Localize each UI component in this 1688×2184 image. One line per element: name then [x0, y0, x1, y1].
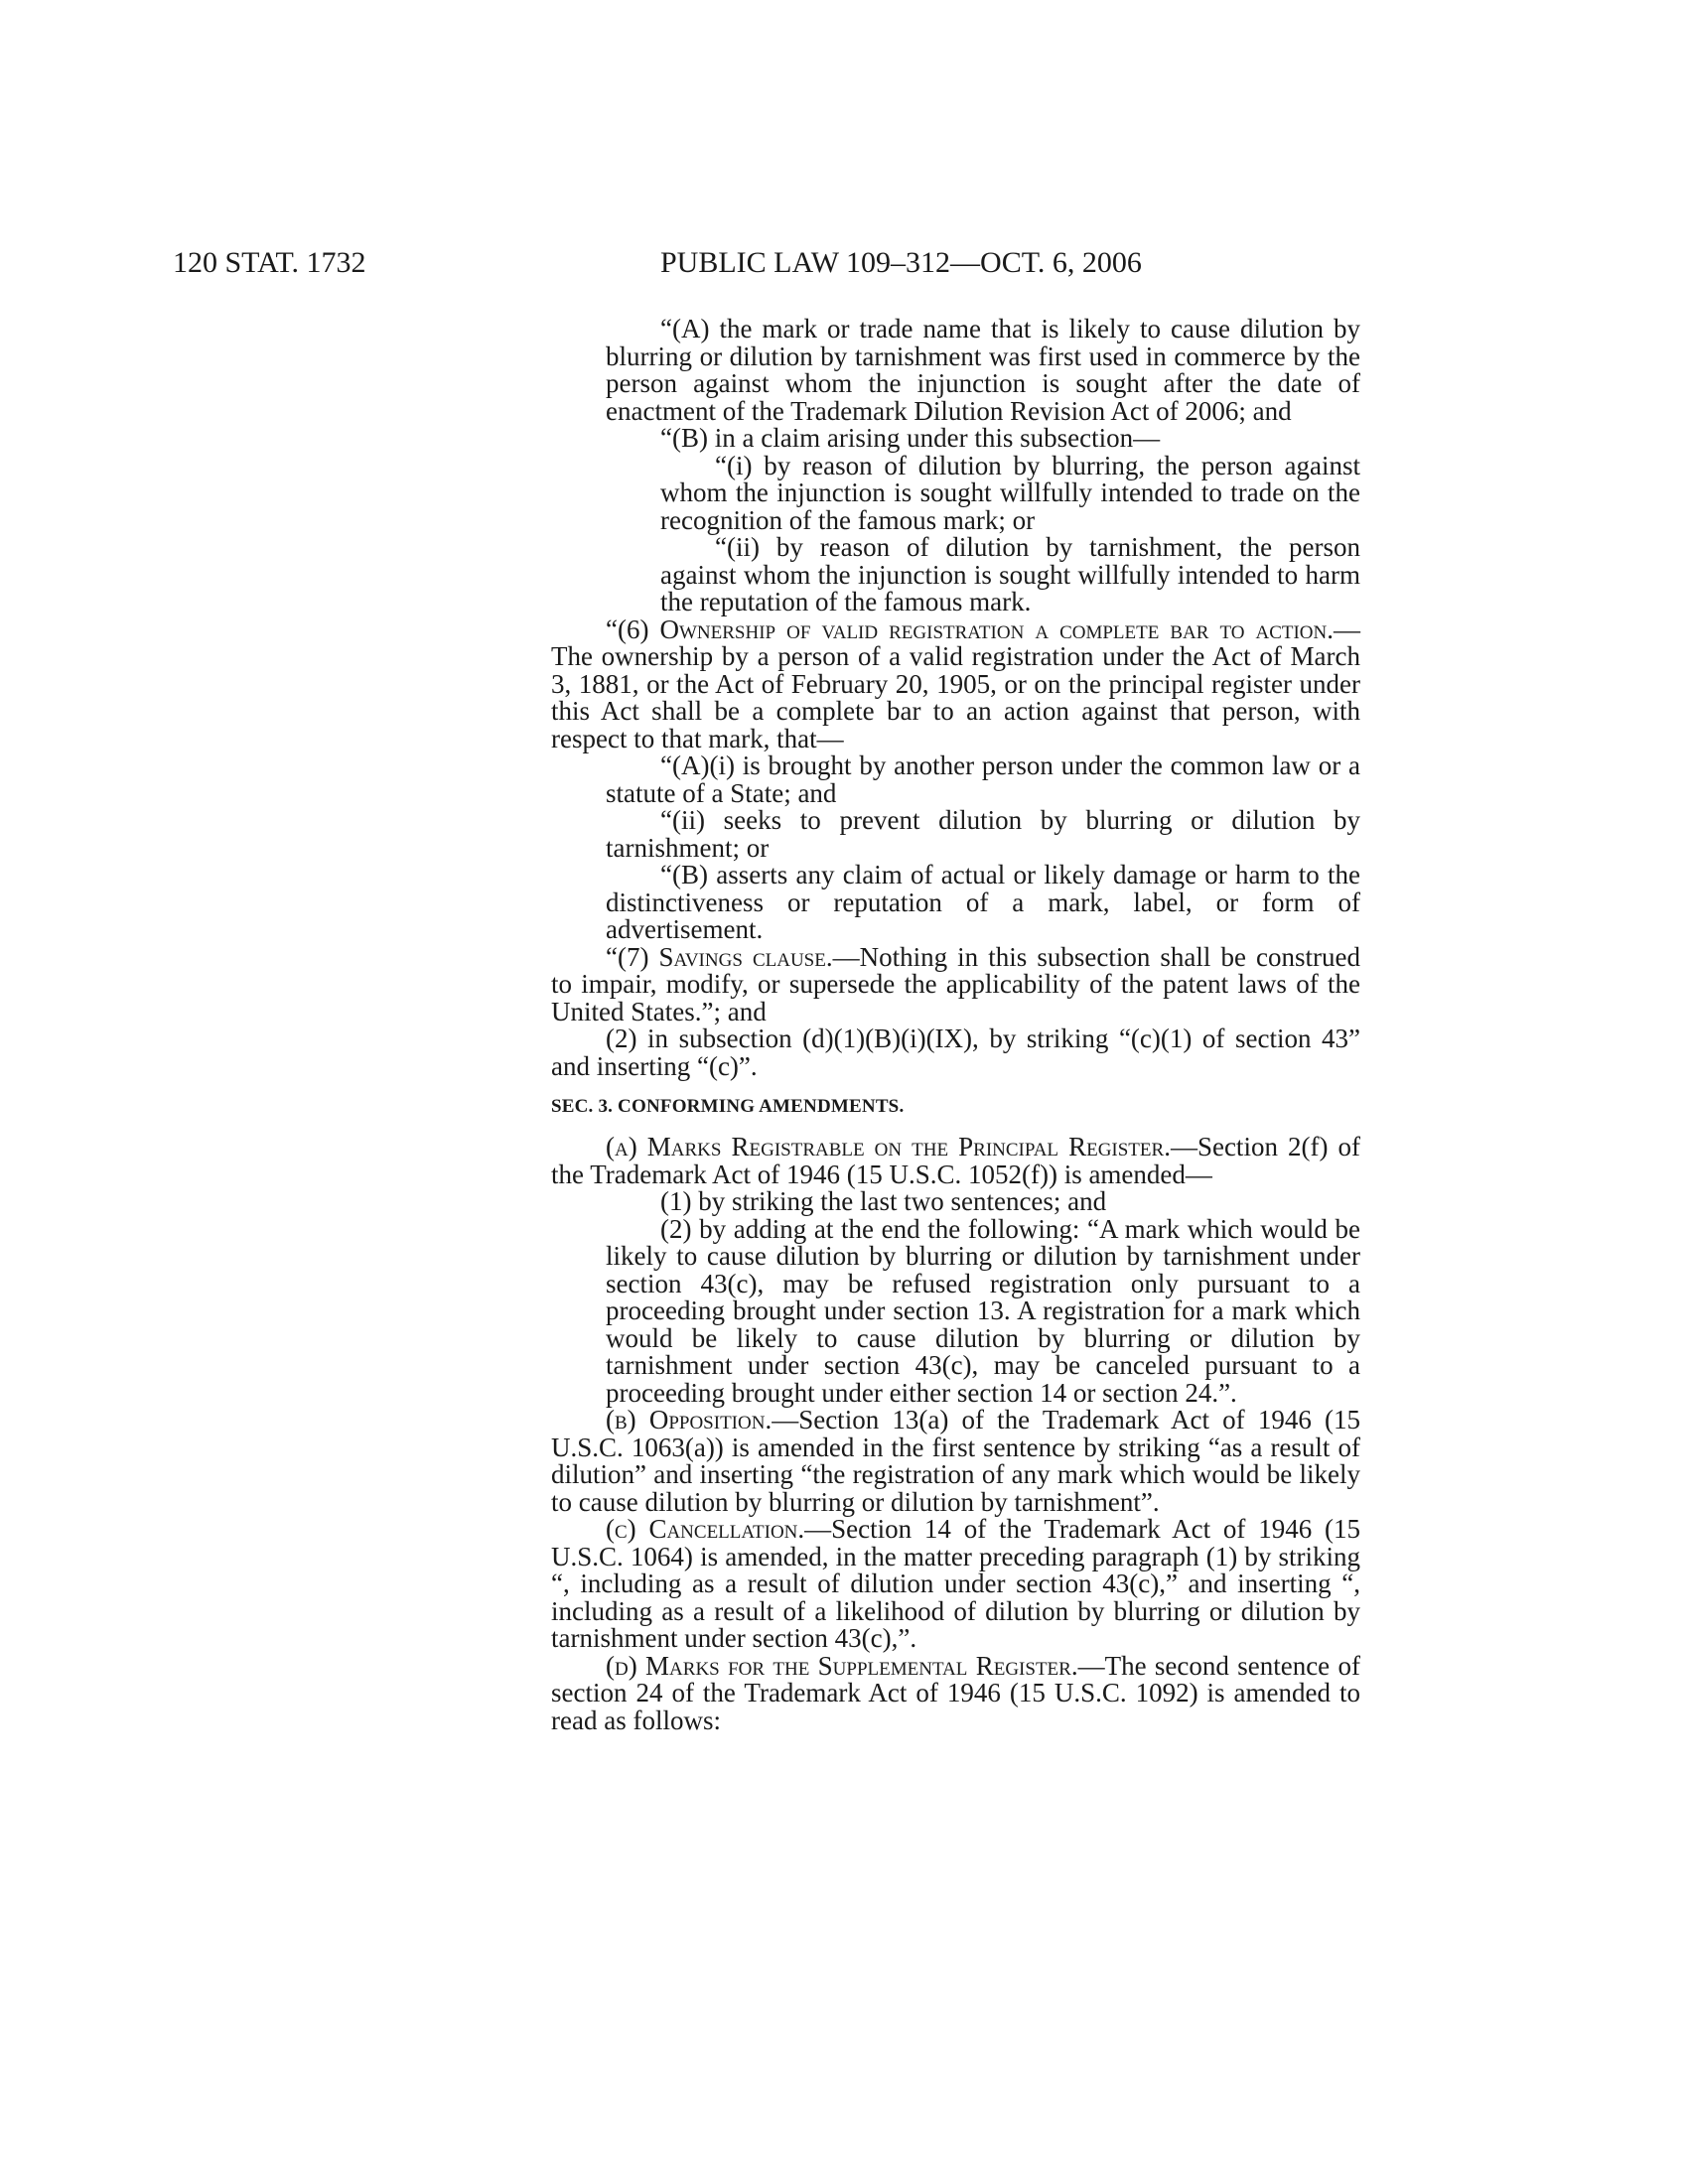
para-6-heading: “(6) Ownership of valid registration a complete bar to action.	[606, 614, 1334, 644]
para-6-A-i: “(A)(i) is brought by another person under the common law or a statute of a State; and	[606, 751, 1360, 808]
document-body	[551, 316, 1360, 1734]
para-a-A: “(A) the mark or trade name that is likely to cause dilution by blurring or dilution by tarnishment was first used in commerce by the person against whom the injunction is sought after the date of enactment of the Trademark Dilution Revision Act of 2006; and	[606, 314, 1360, 426]
para-2-subsection: (2) in subsection (d)(1)(B)(i)(IX), by striking “(c)(1) of section 43” and inserting “(c)”.	[551, 1024, 1360, 1081]
para-6-body: —The ownership by a person of a valid registration under the Act of March 3, 1881, or the Act of February 20, 1905, or on the principal register under this Act shall be a complete bar to an action against that person, with respect to that mark, that—	[551, 614, 1360, 753]
sec3-a-2: (2) by adding at the end the following: “A mark which would be likely to cause dilution by blurring or dilution by tarnishment under section 43(c), may be refused registration only pursuant to a proceeding brought under section 13. A registration for a mark which would be likely to cause dilution by blurring or dilution by tarnishment under section 43(c), may be canceled pursuant to a proceeding brought under either section 14 or section 24.”.	[606, 1213, 1360, 1408]
para-a-B-ii: “(ii) by reason of dilution by tarnishment, the person against whom the injunction is sought willfully intended to harm the reputation of the famous mark.	[660, 532, 1360, 616]
sec3-b-heading: (b) Opposition.	[606, 1405, 773, 1434]
running-header: PUBLIC LAW 109–312—OCT. 6, 2006	[660, 246, 1142, 279]
para-a-B: “(B) in a claim arising under this subsection—	[660, 423, 1161, 453]
sec3-d	[551, 1650, 1360, 1735]
sec3-c	[551, 1516, 1360, 1653]
page-stat-number: 120 STAT. 1732	[173, 246, 366, 279]
sec3-c-body: —Section 14 of the Trademark Act of 1946 (15 U.S.C. 1064) is amended, in the matter preceding paragraph (1) by striking “, including as a result of dilution under section 43(c),” and inserting “, including as a result of a likelihood of dilution by blurring or dilution by tarnishment under section 43(c),”.	[551, 1514, 1360, 1653]
para-6	[551, 616, 1360, 753]
para-6-ii: “(ii) seeks to prevent dilution by blurring or dilution by tarnishment; or	[606, 805, 1360, 863]
sec3-a-1: (1) by striking the last two sentences; and	[660, 1186, 1107, 1216]
sec3-d-heading: (d) Marks for the Supplemental Register.	[606, 1650, 1078, 1681]
para-7	[551, 941, 1360, 1026]
sec3-c-heading: (c) Cancellation.	[606, 1514, 805, 1544]
para-6-B: “(B) asserts any claim of actual or likely damage or harm to the distinctiveness or reputation of a mark, label, or form of advertisement.	[606, 860, 1360, 944]
para-7-body: —Nothing in this subsection shall be construed to impair, modify, or supersede the applicability of the patent laws of the United States.”; and	[551, 941, 1360, 1026]
sec3-a-heading: (a) Marks Registrable on the Principal Register.	[606, 1132, 1171, 1161]
section-3-heading: SEC. 3. CONFORMING AMENDMENTS.	[551, 1096, 905, 1117]
sec3-a	[551, 1134, 1360, 1188]
sec3-b	[551, 1407, 1360, 1516]
sec3-d-body: —The second sentence of section 24 of the Trademark Act of 1946 (15 U.S.C. 1092) is amended to read as follows:	[551, 1650, 1360, 1735]
sec3-b-body: —Section 13(a) of the Trademark Act of 1946 (15 U.S.C. 1063(a)) is amended in the first sentence by striking “as a result of dilution” and inserting “the registration of any mark which would be likely to cause dilution by blurring or dilution by tarnishment”.	[551, 1405, 1360, 1517]
para-7-heading: “(7) Savings clause.	[606, 941, 833, 972]
para-a-B-i: “(i) by reason of dilution by blurring, the person against whom the injunction is sought willfully intended to trade on the recognition of the famous mark; or	[660, 450, 1360, 535]
sec3-a-body: —Section 2(f) of the Trademark Act of 1946 (15 U.S.C. 1052(f)) is amended—	[551, 1132, 1361, 1189]
